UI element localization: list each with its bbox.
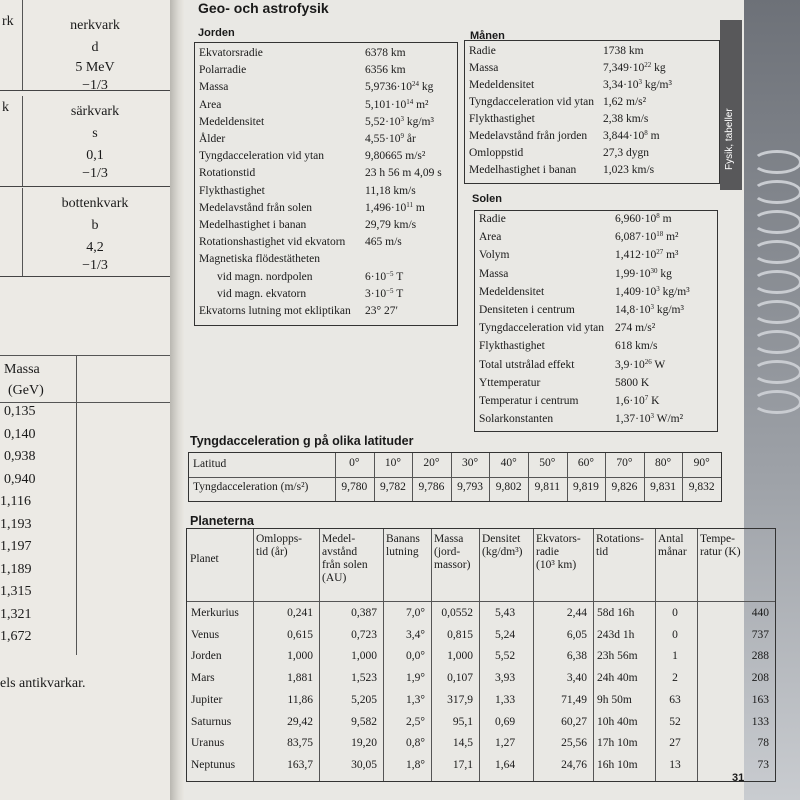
row-value: 1,62 m/s² — [603, 96, 647, 108]
table-row — [195, 305, 457, 322]
mass-value: 1,672 — [0, 629, 32, 644]
lat-value: 70° — [616, 457, 633, 469]
planets-col-divider — [697, 529, 698, 781]
row-label: Densiteten i centrum — [479, 304, 575, 316]
row-label: Yttemperatur — [479, 376, 541, 389]
quark-block — [0, 96, 170, 187]
planet-cell: 1,000 — [447, 650, 473, 663]
planet-cell: 5,52 — [494, 650, 516, 663]
table-row — [465, 147, 719, 164]
planet-cell: 0 — [672, 628, 678, 641]
table-row — [465, 130, 719, 147]
mass-value: 0,940 — [4, 471, 36, 487]
table-row — [475, 359, 717, 377]
row-label: Radie — [469, 45, 496, 57]
mass-value: 0,938 — [4, 449, 36, 464]
row-value: $6,087\cdot 10^{18}$ m² — [615, 230, 679, 244]
planet-cell: 440 — [751, 607, 769, 619]
planet-cell: 133 — [751, 715, 769, 728]
lat-value: 50° — [539, 457, 556, 469]
spiral-coil — [752, 240, 800, 264]
table-row — [465, 62, 719, 79]
table-row — [195, 81, 457, 98]
planet-cell: 83,75 — [287, 737, 313, 750]
row-value: $1,412\cdot 10^{27}$ m³ — [615, 248, 679, 262]
lat-value: 60° — [577, 457, 594, 469]
solen-table — [474, 210, 718, 432]
row-value: 11,18 km/s — [365, 184, 416, 197]
spiral-coil — [752, 360, 800, 384]
row-label: Omloppstid — [469, 147, 524, 159]
planets-header: Densitet (kg/dm³) — [482, 533, 523, 558]
planet-cell: 6,38 — [566, 650, 587, 663]
row-label: Volym — [479, 249, 510, 262]
table-row — [465, 96, 719, 113]
table-row — [465, 45, 719, 62]
manen-title: Månen — [470, 30, 505, 42]
planet-cell: 0,615 — [287, 628, 313, 641]
row-label: Area — [199, 98, 222, 111]
planets-header: Antal månar — [658, 533, 687, 558]
g-value: 9,831 — [650, 481, 677, 493]
table-row — [195, 253, 457, 270]
planet-cell: 9h 50m — [597, 693, 632, 706]
planet-cell: 1,64 — [494, 758, 516, 771]
row-value: 27,3 dygn — [603, 147, 649, 159]
planet-cell: 0,107 — [447, 672, 473, 685]
planet-cell: 25,56 — [561, 737, 587, 750]
row-value: 274 m/s² — [615, 322, 656, 335]
g-value: 9,811 — [534, 481, 561, 493]
row-label: Massa — [479, 267, 509, 280]
row-value: $7,349\cdot 10^{22}$ kg — [603, 61, 666, 74]
row-value: $14,8\cdot 10^3$ kg/m³ — [615, 303, 684, 316]
row-label: Medeldensitet — [479, 285, 545, 298]
quark-mass: 0,1 — [86, 148, 104, 163]
table-row — [195, 99, 457, 116]
row-value: $1,409\cdot 10^3$ kg/m³ — [615, 284, 690, 298]
planet-cell: 2,5° — [406, 715, 425, 728]
g-value: 9,782 — [379, 481, 406, 493]
latitude-table — [188, 452, 722, 502]
table-row — [195, 116, 457, 133]
planet-cell: Jupiter — [191, 693, 223, 706]
row-value: $6,960\cdot 10^8$ m — [615, 212, 672, 225]
page-number: 31 — [732, 772, 745, 784]
spiral-coil — [752, 390, 800, 414]
row-label: Area — [479, 231, 502, 244]
planet-cell: Venus — [191, 628, 220, 641]
row-value: $5,52\cdot 10^3$ kg/m³ — [365, 114, 434, 128]
planet-cell: 14,5 — [452, 737, 473, 750]
planet-cell: 2 — [672, 672, 678, 685]
lat-row-label: Latitud — [193, 458, 227, 470]
table-row — [475, 286, 717, 304]
planets-header: Massa (jord- massor) — [434, 533, 471, 571]
lat-row-divider — [189, 477, 721, 478]
page-title: Geo- och astrofysik — [198, 0, 329, 16]
row-value: 2,38 km/s — [603, 113, 649, 125]
planet-cell: 11,86 — [287, 693, 313, 706]
planets-col-divider — [479, 529, 480, 781]
mass-value: 1,193 — [0, 516, 32, 532]
g-value: 9,780 — [341, 481, 368, 493]
planet-cell: 24,76 — [561, 758, 587, 771]
planet-cell: 52 — [669, 715, 681, 728]
lat-value: 20° — [423, 457, 440, 469]
row-label: Temperatur i centrum — [479, 395, 579, 407]
planet-cell: 288 — [751, 650, 769, 663]
quark-name: nerkvark — [70, 18, 120, 33]
row-value: $3,34\cdot 10^3$ kg/m³ — [603, 78, 672, 91]
row-value: 6378 km — [365, 47, 406, 59]
quark-block — [0, 188, 170, 277]
planets-col-divider — [593, 529, 594, 781]
planet-cell: 95,1 — [452, 715, 473, 728]
table-row — [475, 268, 717, 286]
planet-cell: 16h 10m — [597, 758, 638, 771]
planet-cell: 3,4° — [406, 628, 425, 641]
quark-mass: 4,2 — [86, 240, 104, 255]
spiral-coil — [752, 180, 800, 204]
table-row — [465, 164, 719, 181]
mass-table-top — [0, 355, 170, 356]
planet-cell: 208 — [751, 672, 769, 685]
planet-cell: 0,0552 — [441, 607, 473, 619]
left-footer-text: els antikvarkar. — [0, 676, 86, 691]
row-label: Medelavstånd från jorden — [469, 130, 588, 142]
planet-cell: 317,9 — [447, 693, 473, 706]
row-label: Ålder — [199, 133, 226, 145]
lat-value: 0° — [349, 457, 360, 469]
planet-cell: 1,881 — [287, 672, 313, 685]
planet-cell: 58d 16h — [597, 607, 635, 619]
table-row — [195, 133, 457, 150]
planet-cell: 17h 10m — [597, 737, 638, 750]
row-label: Medelhastighet i banan — [199, 219, 307, 231]
quark-symbol: b — [91, 218, 99, 233]
lat-value: 40° — [500, 457, 517, 469]
planet-cell: 1,000 — [351, 650, 377, 663]
table-row — [475, 340, 717, 358]
planet-cell: 30,05 — [351, 758, 377, 771]
lat-value: 30° — [462, 457, 479, 469]
mass-header-line — [0, 402, 170, 403]
quark-charge: −1/3 — [82, 258, 108, 273]
planet-cell: 27 — [669, 737, 681, 750]
table-row — [475, 395, 717, 413]
planet-cell: 78 — [757, 737, 769, 750]
table-row — [195, 271, 457, 288]
planet-cell: 2,44 — [566, 607, 587, 619]
planets-header: Planet — [190, 553, 219, 565]
book-spine — [170, 0, 184, 800]
g-value: 9,786 — [418, 481, 445, 493]
row-label: Ekvatorns lutning mot ekliptikan — [199, 305, 351, 317]
planets-col-divider — [383, 529, 384, 781]
quark-divider — [22, 188, 23, 276]
planets-header: Banans lutning — [386, 533, 420, 558]
row-value: $4,55\cdot 10^9$ år — [365, 132, 416, 145]
planet-cell: 24h 40m — [597, 672, 638, 685]
planet-cell: 1 — [672, 650, 678, 663]
planet-cell: 13 — [669, 758, 681, 771]
g-row-label: Tyngdacceleration (m/s²) — [193, 481, 309, 493]
table-row — [195, 236, 457, 253]
table-row — [475, 213, 717, 231]
planet-cell: 5,43 — [494, 607, 516, 619]
left-page — [0, 0, 170, 800]
row-label: Flykthastighet — [479, 340, 545, 353]
row-label: Magnetiska flödestätheten — [199, 253, 321, 266]
planet-cell: 0,69 — [494, 715, 516, 728]
table-row — [195, 202, 457, 219]
row-label: Tyngdacceleration vid ytan — [479, 322, 605, 335]
planet-cell: 0,815 — [447, 628, 473, 641]
manen-table — [464, 40, 720, 184]
planet-cell: 29,42 — [287, 715, 313, 728]
row-value: 23° 27′ — [365, 305, 398, 317]
planet-cell: Saturnus — [191, 715, 232, 728]
planet-cell: 243d 1h — [597, 628, 635, 641]
planets-table — [186, 528, 776, 782]
planet-cell: 0,8° — [406, 737, 425, 750]
latitude-title: Tyngdacceleration g på olika latituder — [190, 434, 414, 448]
table-row — [465, 79, 719, 96]
row-value: $6\cdot 10^{-5}$ T — [365, 269, 404, 283]
table-row — [475, 322, 717, 340]
spiral-coil — [752, 150, 800, 174]
row-value: $3\cdot 10^{-5}$ T — [365, 286, 404, 300]
planets-col-divider — [431, 529, 432, 781]
planets-header-line — [187, 601, 775, 602]
row-label: Flykthastighet — [469, 113, 535, 125]
quark-charge: −1/3 — [82, 78, 108, 93]
planet-cell: 3,93 — [494, 672, 516, 685]
planets-header: Omlopps- tid (år) — [256, 533, 302, 558]
row-label: Polarradie — [199, 64, 247, 77]
mass-value: 0,140 — [4, 426, 36, 442]
row-value: $1,6\cdot 10^7$ K — [615, 394, 660, 407]
planet-cell: 19,20 — [351, 737, 377, 750]
row-value: 29,79 km/s — [365, 219, 417, 231]
row-label: vid magn. ekvatorn — [217, 287, 307, 300]
planets-col-divider — [655, 529, 656, 781]
table-row — [465, 113, 719, 130]
planet-cell: 0,723 — [351, 628, 377, 641]
row-label: Medelavstånd från solen — [199, 201, 313, 214]
row-label: Ekvatorsradie — [199, 47, 263, 59]
table-row — [475, 231, 717, 249]
planet-cell: Neptunus — [191, 758, 236, 771]
planet-cell: 0,241 — [287, 607, 313, 619]
row-value: 9,80665 m/s² — [365, 150, 426, 163]
planets-header: Medel- avstånd från solen (AU) — [322, 533, 368, 584]
planet-cell: Mars — [191, 672, 215, 685]
row-value: $3,9\cdot 10^{26}$ W — [615, 357, 666, 371]
row-value: $1,496\cdot 10^{11}$ m — [365, 200, 425, 214]
planet-cell: 17,1 — [452, 758, 473, 771]
row-value: 1738 km — [603, 45, 644, 57]
row-label: Rotationstid — [199, 167, 256, 180]
row-value: $1,99\cdot 10^{30}$ kg — [615, 266, 672, 280]
table-row — [195, 167, 457, 184]
g-value: 9,793 — [457, 481, 484, 493]
planet-cell: 1,9° — [406, 672, 425, 685]
row-label: Total utstrålad effekt — [479, 358, 575, 371]
planet-cell: 9,582 — [351, 715, 377, 728]
planet-cell: 7,0° — [406, 607, 425, 619]
jorden-title: Jorden — [198, 27, 235, 39]
spiral-coil — [752, 300, 800, 324]
quark-divider — [22, 0, 23, 90]
planets-col-divider — [319, 529, 320, 781]
row-value: 23 h 56 m 4,09 s — [365, 167, 442, 180]
planet-cell: Merkurius — [191, 607, 239, 619]
jorden-table — [194, 42, 458, 326]
table-row — [195, 185, 457, 202]
row-value: $5,9736\cdot 10^{24}$ kg — [365, 80, 434, 94]
row-value: 465 m/s — [365, 236, 402, 249]
planet-cell: 163,7 — [287, 758, 313, 771]
planet-cell: 1,523 — [351, 672, 377, 685]
quark-prefix: rk — [2, 14, 14, 29]
spiral-coil — [752, 270, 800, 294]
row-value: 6356 km — [365, 64, 406, 77]
lat-value: 10° — [384, 457, 401, 469]
row-label: Medeldensitet — [469, 79, 535, 91]
row-label: Massa — [469, 62, 499, 74]
quark-symbol: d — [91, 40, 99, 55]
spiral-coil — [752, 330, 800, 354]
quark-divider — [22, 96, 23, 186]
planet-cell: 10h 40m — [597, 715, 638, 728]
planet-cell: 5,24 — [494, 628, 516, 641]
row-label: Tyngdacceleration vid ytan — [199, 150, 325, 163]
quark-block — [0, 0, 170, 91]
table-row — [195, 288, 457, 305]
planet-cell: 1,27 — [494, 737, 516, 750]
planet-cell: 1,3° — [406, 693, 425, 706]
planet-cell: 71,49 — [561, 693, 587, 706]
planets-header: Tempe- ratur (K) — [700, 533, 741, 558]
row-value: $5,101\cdot 10^{14}$ m² — [365, 97, 429, 111]
row-label: Radie — [479, 213, 506, 225]
mass-value: 1,321 — [0, 606, 32, 622]
row-label: Tyngdacceleration vid ytan — [469, 96, 595, 108]
quark-prefix: k — [2, 100, 9, 115]
mass-value: 1,315 — [0, 584, 32, 599]
planet-cell: 63 — [669, 693, 681, 706]
planet-cell: 73 — [757, 758, 769, 771]
planets-header: Ekvators- radie (10³ km) — [536, 533, 581, 571]
chapter-tab: Fysik, tabeller — [720, 20, 742, 190]
table-row — [475, 377, 717, 395]
g-value: 9,826 — [611, 481, 638, 493]
row-value: $3,844\cdot 10^8$ m — [603, 129, 660, 142]
planets-col-divider — [253, 529, 254, 781]
mass-value: 1,116 — [0, 494, 31, 509]
planets-col-divider — [533, 529, 534, 781]
planet-cell: 6,05 — [566, 628, 587, 641]
planet-cell: 0,0° — [406, 650, 425, 663]
planet-cell: 5,205 — [351, 693, 377, 706]
planet-cell: 3,40 — [566, 672, 587, 685]
mass-value: 0,135 — [4, 404, 36, 419]
quark-name: särkvark — [70, 104, 120, 119]
planet-cell: 23h 56m — [597, 650, 638, 663]
row-label: Medeldensitet — [199, 115, 265, 128]
lat-value: 90° — [693, 457, 710, 469]
mass-header: Massa — [4, 362, 40, 377]
row-value: $1,37\cdot 10^3$ W/m² — [615, 412, 684, 426]
planets-title: Planeterna — [190, 514, 254, 528]
planet-cell: 0 — [672, 607, 678, 619]
row-label: vid magn. nordpolen — [217, 270, 313, 283]
quark-symbol: s — [92, 126, 98, 141]
planet-cell: 1,33 — [494, 693, 516, 706]
table-row — [475, 413, 717, 431]
table-row — [195, 47, 457, 64]
row-value: 1,023 km/s — [603, 164, 655, 176]
planet-cell: 737 — [751, 628, 769, 641]
solen-title: Solen — [472, 193, 502, 205]
table-row — [475, 249, 717, 267]
row-value: 5800 K — [615, 376, 650, 389]
table-row — [195, 150, 457, 167]
lat-value: 80° — [655, 457, 672, 469]
planet-cell: 1,000 — [287, 650, 313, 663]
mass-value: 1,189 — [0, 561, 32, 577]
g-value: 9,832 — [688, 481, 715, 493]
planet-cell: 163 — [751, 693, 769, 706]
table-row — [475, 304, 717, 322]
planet-cell: 0,387 — [351, 607, 377, 619]
planet-cell: Uranus — [191, 737, 225, 750]
mass-unit: (GeV) — [8, 383, 44, 398]
quark-name: bottenkvark — [61, 196, 129, 211]
planet-cell: 60,27 — [561, 715, 587, 728]
planets-header: Rotations- tid — [596, 533, 644, 558]
quark-mass: 5 MeV — [75, 60, 115, 75]
g-value: 9,819 — [572, 481, 599, 493]
planet-cell: 1,8° — [406, 758, 425, 771]
row-label: Solarkonstanten — [479, 413, 554, 426]
mass-table-divider — [76, 355, 77, 655]
row-label: Medelhastighet i banan — [469, 164, 577, 176]
spiral-coil — [752, 210, 800, 234]
row-value: 618 km/s — [615, 340, 658, 353]
table-row — [195, 64, 457, 81]
row-label: Flykthastighet — [199, 184, 265, 197]
row-label: Massa — [199, 81, 229, 94]
mass-value: 1,197 — [0, 539, 32, 554]
g-value: 9,802 — [495, 481, 522, 493]
row-label: Rotationshastighet vid ekvatorn — [199, 236, 346, 249]
quark-charge: −1/3 — [82, 166, 108, 181]
planet-cell: Jorden — [191, 650, 222, 663]
table-row — [195, 219, 457, 236]
